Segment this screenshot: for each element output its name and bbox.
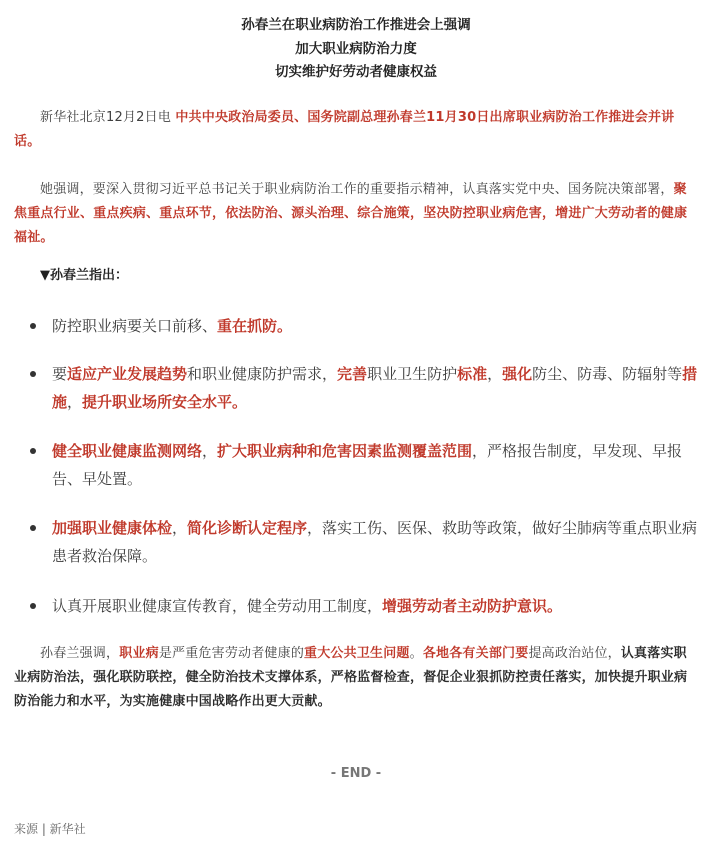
highlight: 标准 bbox=[457, 365, 488, 383]
dateline: 新华社北京12月2日电 bbox=[40, 110, 176, 125]
text: 是严重危害劳动者健康的 bbox=[158, 646, 305, 661]
bullet-dot-icon bbox=[30, 448, 36, 454]
title-line-2: 加大职业病防治力度 bbox=[295, 41, 417, 57]
highlight: 健全职业健康监测网络 bbox=[52, 442, 203, 460]
bullet-dot-icon bbox=[30, 323, 36, 329]
text: ， bbox=[202, 442, 218, 460]
list-item-text bbox=[52, 514, 700, 570]
text: 防尘、防毒、防辐射等 bbox=[532, 365, 683, 383]
end-mark: - END - bbox=[330, 766, 382, 781]
highlight: 提升职业场所安全水平。 bbox=[82, 393, 248, 411]
text: ， bbox=[67, 393, 83, 411]
list-item-text bbox=[52, 592, 700, 620]
list-item-text bbox=[52, 312, 700, 340]
text: ，严格报告制度，早发现、早报告、早处置。 bbox=[52, 442, 683, 488]
closing-paragraph bbox=[14, 642, 698, 714]
list-item-text bbox=[52, 360, 700, 416]
text: 职业卫生防护 bbox=[367, 365, 458, 383]
bold-text: 认真落实职业病防治法，强化联防联控，健全防治技术支撑体系，严格监督检查，督促企业狠抓防控责任落实，加快提升职业病防治能力和水平，为实施健康中国战略作出更大贡献。 bbox=[14, 646, 688, 709]
text: 认真开展职业健康宣传教育，健全劳动用工制度， bbox=[52, 597, 383, 615]
text: 要 bbox=[52, 365, 68, 383]
highlight: 职业病 bbox=[119, 646, 159, 661]
title-line-3: 切实维护好劳动者健康权益 bbox=[275, 64, 437, 80]
highlight: 措施 bbox=[52, 365, 698, 411]
intro-paragraph bbox=[14, 106, 698, 154]
subhead: ▼孙春兰指出： bbox=[40, 268, 128, 283]
highlight: 强化 bbox=[502, 365, 533, 383]
highlight: 重在抓防。 bbox=[217, 317, 293, 335]
intro-highlight: 中共中央政治局委员、国务院副总理孙春兰11月30日出席职业病防治工作推进会并讲话。 bbox=[14, 110, 675, 149]
highlight: 完善 bbox=[337, 365, 368, 383]
highlight: 各地各有关部门要 bbox=[422, 646, 529, 661]
bullet-dot-icon bbox=[30, 603, 36, 609]
text: 提高政治站位， bbox=[528, 646, 621, 661]
text: 孙春兰强调， bbox=[40, 646, 120, 661]
source-credit: 来源 | 新华社 bbox=[14, 822, 86, 836]
highlight: 重大公共卫生问题 bbox=[304, 646, 410, 661]
text: ， bbox=[172, 519, 188, 537]
bullet-dot-icon bbox=[30, 371, 36, 377]
text: 和职业健康防护需求， bbox=[187, 365, 338, 383]
title-line-1: 孙春兰在职业病防治工作推进会上强调 bbox=[241, 17, 471, 33]
highlight: 增强劳动者主动防护意识。 bbox=[382, 597, 563, 615]
text: ，落实工伤、医保、救助等政策，做好尘肺病等重点职业病患者救治保障。 bbox=[52, 519, 698, 565]
list-item-text bbox=[52, 437, 700, 493]
text: 。 bbox=[409, 646, 423, 661]
text: 防控职业病要关口前移、 bbox=[52, 317, 218, 335]
highlight: 扩大职业病种和危害因素监测覆盖范围 bbox=[217, 442, 473, 460]
highlight: 简化诊断认定程序 bbox=[187, 519, 308, 537]
highlight: 适应产业发展趋势 bbox=[67, 365, 188, 383]
highlight: 加强职业健康体检 bbox=[52, 519, 173, 537]
text: ， bbox=[487, 365, 503, 383]
paragraph-2 bbox=[14, 178, 698, 250]
para2-text: 她强调，要深入贯彻习近平总书记关于职业病防治工作的重要指示精神，认真落实党中央、国务院决策部署， bbox=[40, 182, 674, 197]
para2-highlight: 聚焦重点行业、重点疾病、重点环节，依法防治、源头治理、综合施策，坚决防控职业病危害，增进广大劳动者的健康福祉。 bbox=[14, 182, 688, 245]
bullet-dot-icon bbox=[30, 525, 36, 531]
